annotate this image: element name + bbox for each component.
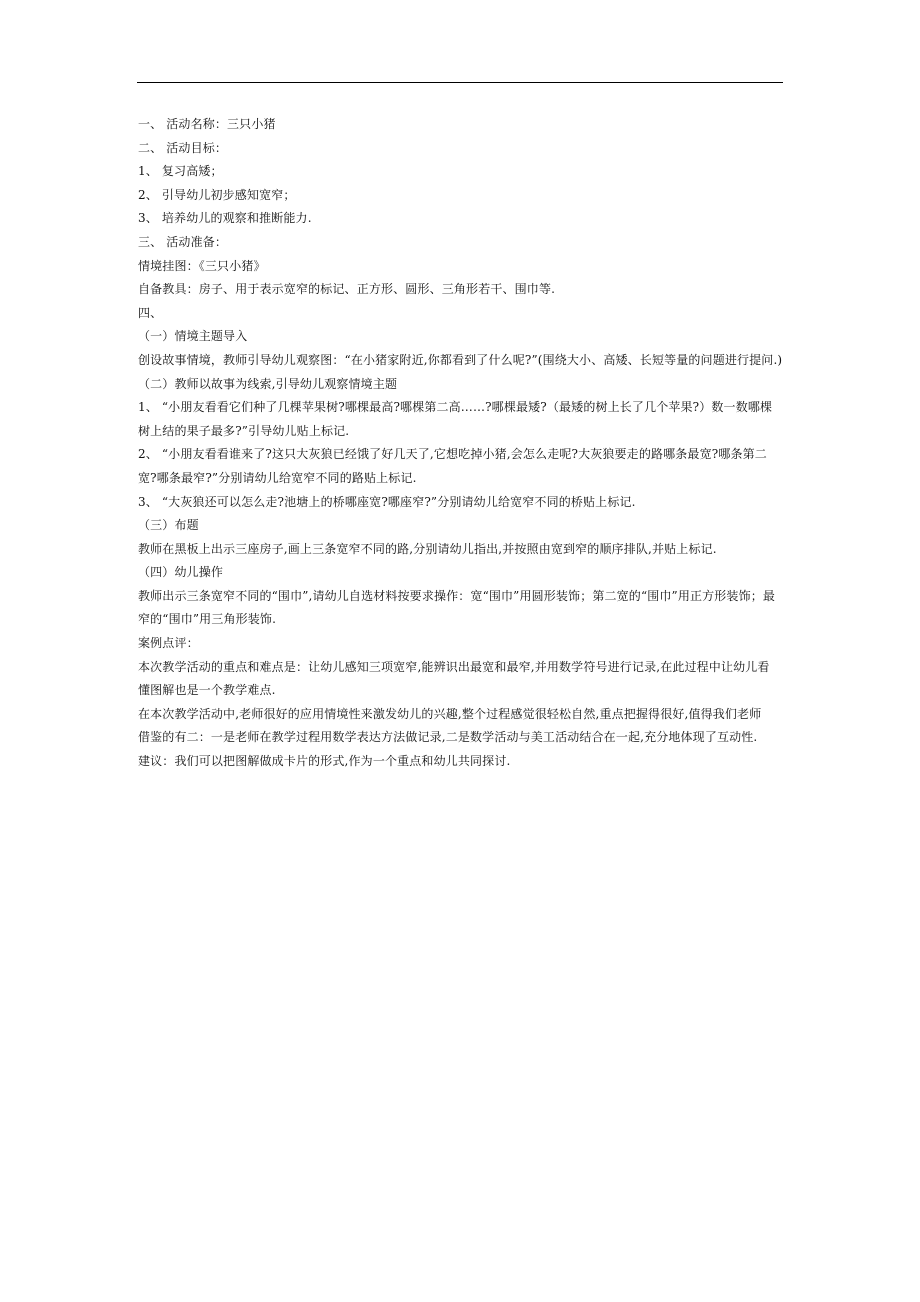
preparation-wall-chart: 情境挂图：《三只小猪》 — [138, 258, 266, 273]
heading-case-review: 案例点评： — [138, 636, 199, 651]
suggestion-paragraph: 建议：我们可以把图解做成卡片的形式,作为一个重点和幼儿共同探讨. — [138, 754, 511, 769]
subsection-heading-intro: （一）情境主题导入 — [138, 329, 248, 344]
document-body — [138, 113, 786, 774]
review-paragraph-2-line-1: 在本次教学活动中,老师很好的应用情境性来激发幼儿的兴趣,整个过程感觉很轻松自然,重点把握得很好,值得我们老师 — [138, 706, 762, 721]
subsection-heading-operation: （四）幼儿操作 — [138, 565, 224, 580]
paragraph-operation-line-2: 窄的“围巾”用三角形装饰. — [138, 612, 277, 627]
review-paragraph-1-line-1: 本次教学活动的重点和难点是：让幼儿感知三项宽窄,能辨识出最宽和最窄,并用数学符号进行记录,在此过程中让幼儿看 — [138, 659, 770, 674]
section-heading-four: 四、 — [138, 305, 163, 320]
paragraph-operation-line-1: 教师出示三条宽窄不同的“围巾”,请幼儿自选材料按要求操作：宽“围巾”用圆形装饰；第二宽的“围巾”用正方形装饰；最 — [138, 588, 776, 603]
review-paragraph-1-line-2: 懂图解也是一个教学难点. — [138, 683, 276, 698]
story-item-1-line-2: 树上结的果子最多?”引导幼儿贴上标记. — [138, 423, 350, 438]
preparation-teaching-aids: 自备教具：房子、用于表示宽窄的标记、正方形、圆形、三角形若干、围巾等. — [138, 282, 556, 297]
goal-item-1: 1、 复习高矮； — [138, 164, 223, 179]
story-item-1-line-1: 1、 “小朋友看看它们种了几棵苹果树?哪棵最高?哪棵第二高……?哪棵最矮?（最矮的树上长了几个苹果?）数一数哪棵 — [138, 400, 773, 415]
story-item-2-line-2: 宽?哪条最窄?”分别请幼儿给宽窄不同的路贴上标记. — [138, 470, 417, 485]
review-paragraph-2-line-2: 借鉴的有二：一是老师在教学过程用数学表达方法做记录,二是数学活动与美工活动结合在一起,充分地体现了互动性. — [138, 730, 758, 745]
story-item-3: 3、 “大灰狼还可以怎么走?池塘上的桥哪座宽?哪座窄?”分别请幼儿给宽窄不同的桥贴上标记. — [138, 494, 636, 509]
section-heading-activity-name: 一、 活动名称：三只小猪 — [138, 117, 276, 131]
paragraph-problem: 教师在黑板上出示三座房子,画上三条宽窄不同的路,分别请幼儿指出,并按照由宽到窄的顺序排队,并贴上标记. — [138, 541, 717, 556]
header-rule — [137, 82, 783, 83]
subsection-heading-story: （二）教师以故事为线索,引导幼儿观察情境主题 — [138, 376, 398, 391]
section-heading-activity-goals: 二、 活动目标： — [138, 140, 228, 155]
section-heading-activity-preparation: 三、 活动准备： — [138, 234, 228, 249]
paragraph-intro: 创设故事情境，教师引导幼儿观察图：“在小猪家附近,你都看到了什么呢?”(围绕大小、高矮、长短等量的问题进行提问.) — [138, 352, 783, 367]
subsection-heading-problem: （三）布题 — [138, 518, 199, 533]
goal-item-2: 2、 引导幼儿初步感知宽窄； — [138, 187, 296, 202]
goal-item-3: 3、 培养幼儿的观察和推断能力. — [138, 211, 312, 226]
story-item-2-line-1: 2、 “小朋友看看谁来了?这只大灰狼已经饿了好几天了,它想吃掉小猪,会怎么走呢?大灰狼要走的路哪条最宽?哪条第二 — [138, 447, 767, 462]
